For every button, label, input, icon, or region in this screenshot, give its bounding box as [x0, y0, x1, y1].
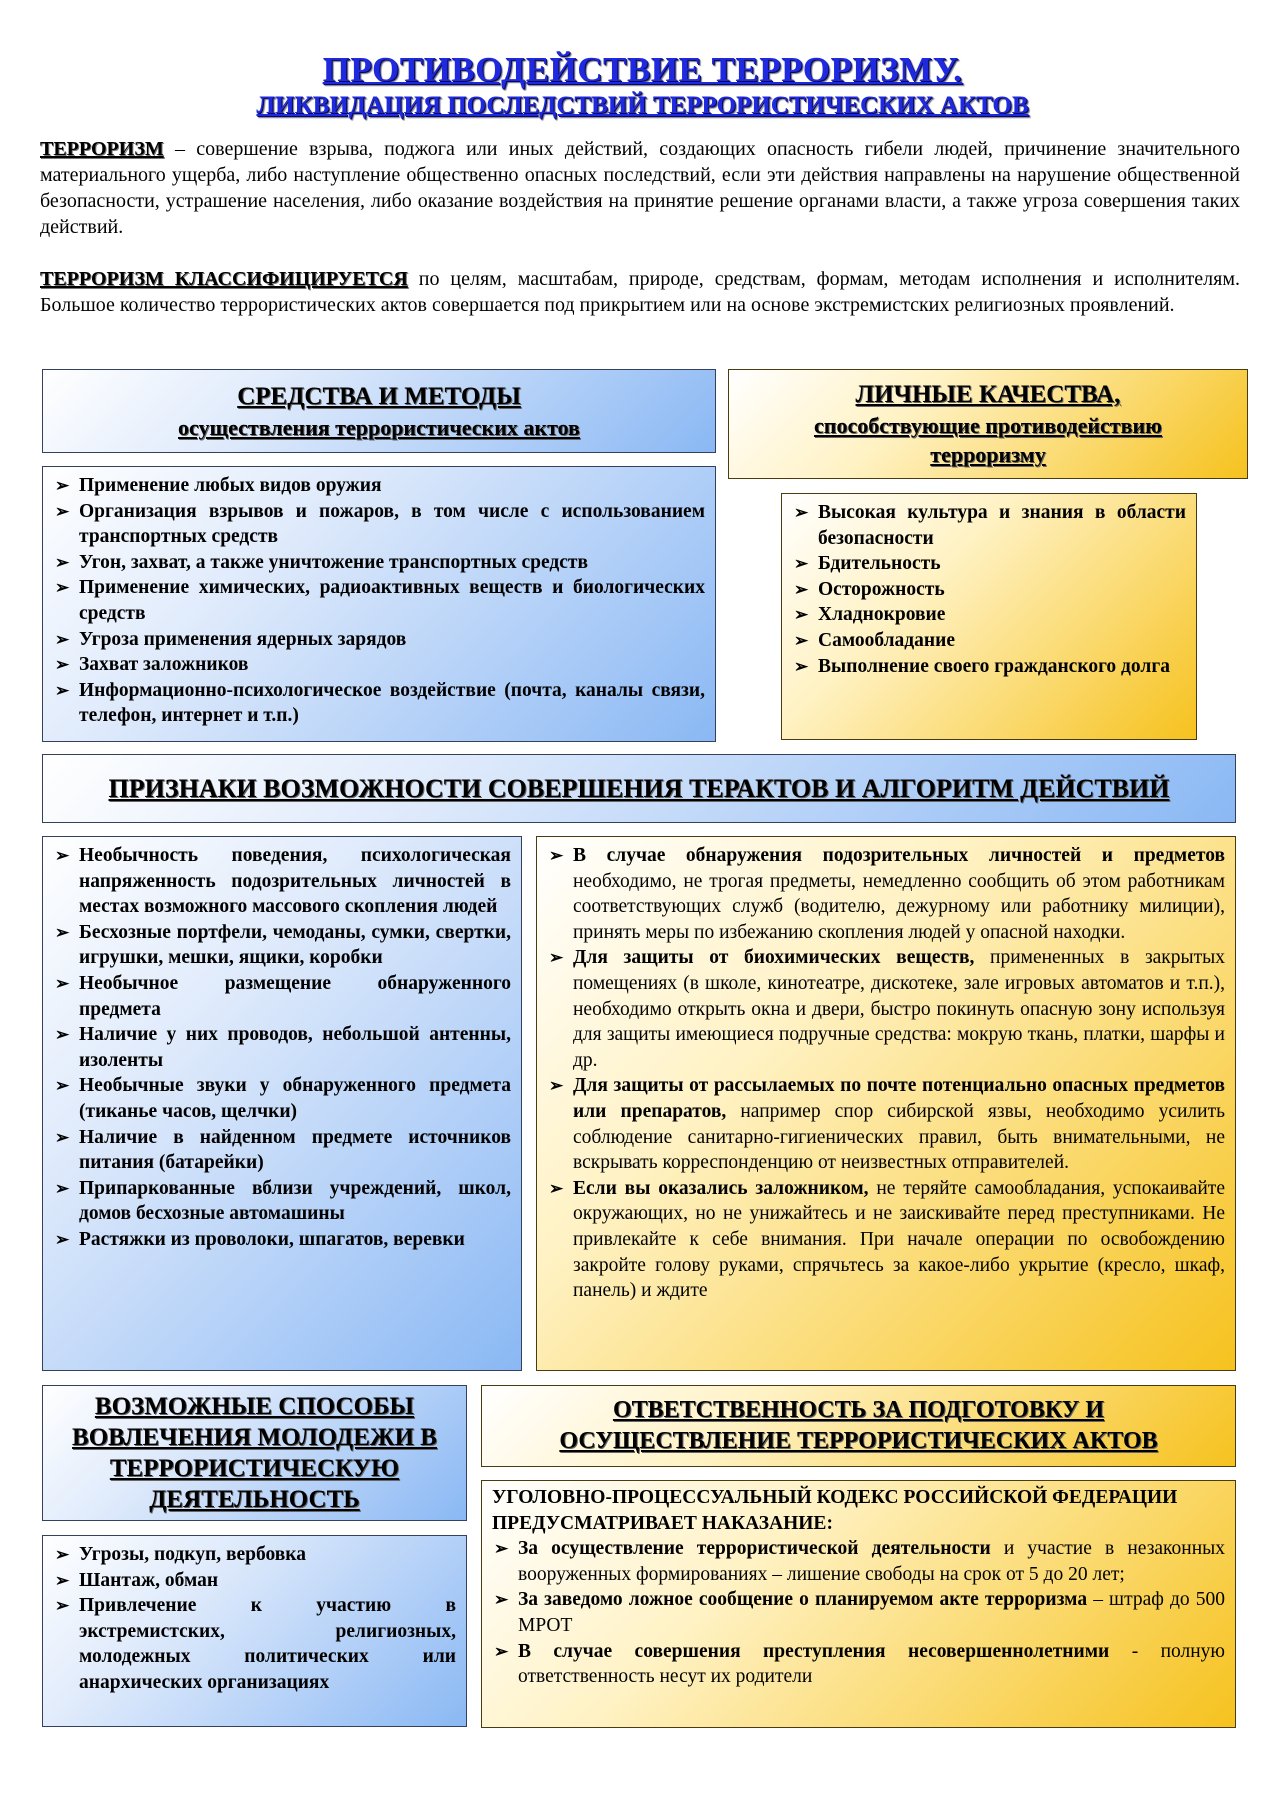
qualities-header	[728, 369, 1248, 479]
arrow-bullet-icon: ➢	[55, 922, 70, 942]
list-item-emphasis: За осуществление террористической деятельности	[518, 1538, 991, 1560]
list-item-text: Угон, захват, а также уничтожение транспортных средств	[79, 551, 589, 573]
classification-term: ТЕРРОРИЗМ КЛАССИФИЦИРУЕТСЯ	[40, 268, 408, 290]
list-item	[53, 1568, 456, 1594]
arrow-bullet-icon: ➢	[549, 1076, 564, 1096]
means-subtitle: осуществления террористических актов	[178, 414, 580, 440]
list-item-emphasis: Для защиты от рассылаемых по почте потенциально опасных предметов или препаратов,	[573, 1075, 1225, 1122]
list-item	[53, 971, 511, 1022]
means-list	[43, 467, 715, 729]
page-subtitle: ЛИКВИДАЦИЯ ПОСЛЕДСТВИЙ ТЕРРОРИСТИЧЕСКИХ АКТОВ	[256, 92, 1029, 119]
list-item-text: Необычность поведения, психологическая напряженность подозрительных личностей в местах возможного массового скопления людей	[79, 845, 511, 918]
youth-header	[42, 1385, 467, 1521]
qualities-panel	[781, 493, 1197, 740]
page-title: ПРОТИВОДЕЙСТВИЕ ТЕРРОРИЗМУ.	[322, 50, 963, 89]
list-item-text: Бдительность	[818, 553, 941, 575]
signs-header	[42, 754, 1236, 823]
arrow-bullet-icon: ➢	[55, 1229, 70, 1249]
youth-panel	[42, 1535, 467, 1727]
liability-title: ОТВЕТСТВЕННОСТЬ ЗА ПОДГОТОВКУ И ОСУЩЕСТВЛЕНИЕ ТЕРРОРИСТИЧЕСКИХ АКТОВ	[559, 1397, 1158, 1454]
arrow-bullet-icon: ➢	[794, 579, 809, 599]
list-item	[547, 1176, 1225, 1304]
list-item-text: Необычное размещение обнаруженного предмета	[79, 972, 511, 1020]
qualities-subtitle-2: терроризму	[930, 442, 1046, 467]
list-item	[53, 499, 705, 550]
list-item-text: Шантаж, обман	[79, 1569, 219, 1591]
list-item	[53, 1542, 456, 1568]
youth-title: ВОЗМОЖНЫЕ СПОСОБЫ ВОВЛЕЧЕНИЯ МОЛОДЕЖИ В ТЕРРОРИСТИЧЕСКУЮ ДЕЯТЕЛЬНОСТЬ	[72, 1393, 437, 1513]
list-item-text: примененных в закрытых помещениях (в школе, кинотеатре, дискотеке, зале игровых автоматов и т.п.), необходимо открыть окна и двери, быстро покинуть опасную зону используя для защиты имеющиеся подручные средства: мокрую ткань, платки, шарфы и др.	[573, 947, 1225, 1071]
list-item-text: Растяжки из проволоки, шпагатов, веревки	[79, 1228, 465, 1250]
list-item-text: Привлечение к участию в экстремистских, религиозных, молодежных политических или анархических организациях	[79, 1595, 456, 1693]
list-item	[53, 1593, 456, 1695]
list-item-text: например спор сибирской язвы, необходимо усилить соблюдение санитарно-гигиенических правил, быть внимательными, не вскрывать корреспонденцию от неизвестных отправителей.	[573, 1100, 1225, 1174]
youth-list	[43, 1536, 466, 1696]
qualities-subtitle-1: способствующие противодействию	[814, 413, 1162, 438]
arrow-bullet-icon: ➢	[55, 1127, 70, 1147]
list-item-emphasis: В случае обнаружения подозрительных личностей и предметов	[573, 845, 1225, 866]
means-title: СРЕДСТВА И МЕТОДЫ	[237, 382, 521, 410]
list-item-emphasis: За заведомо ложное сообщение о планируемом акте терроризма	[518, 1589, 1088, 1611]
list-item-text: Наличие у них проводов, небольшой антенны, изоленты	[79, 1024, 511, 1071]
list-item-emphasis: Если вы оказались заложником,	[573, 1177, 869, 1199]
list-item	[492, 1536, 1225, 1587]
list-item	[492, 1639, 1225, 1690]
list-item	[53, 627, 705, 653]
list-item-text: Хладнокровие	[818, 604, 946, 626]
list-item-text: Применение любых видов оружия	[79, 475, 382, 496]
list-item	[53, 920, 511, 971]
arrow-bullet-icon: ➢	[794, 554, 809, 574]
list-item	[792, 602, 1186, 628]
arrow-bullet-icon: ➢	[494, 1539, 509, 1559]
list-item-emphasis: Для защиты от биохимических веществ,	[573, 947, 975, 969]
arrow-bullet-icon: ➢	[55, 1570, 70, 1590]
arrow-bullet-icon: ➢	[55, 1596, 70, 1616]
arrow-bullet-icon: ➢	[494, 1590, 509, 1610]
list-item-emphasis: В случае совершения преступления несовершеннолетними	[518, 1640, 1110, 1662]
list-item-text: - полную ответственность несут их родители	[518, 1640, 1225, 1688]
arrow-bullet-icon: ➢	[549, 846, 564, 865]
list-item-text: Осторожность	[818, 578, 945, 600]
arrow-bullet-icon: ➢	[55, 655, 70, 675]
arrow-bullet-icon: ➢	[794, 656, 809, 676]
list-item-text: Бесхозные портфели, чемоданы, сумки, свертки, игрушки, мешки, ящики, коробки	[79, 921, 511, 969]
arrow-bullet-icon: ➢	[794, 630, 809, 650]
list-item-text: не теряйте самообладания, успокаивайте окружающих, но не унижайтесь и не заискивайте перед преступниками. Не привлекайте к себе внимания. При начале операции по освобождению закройте голову руками, спрячьтесь за какое-либо укрытие (кресло, шкаф, панель) и ждите	[573, 1177, 1225, 1302]
arrow-bullet-icon: ➢	[549, 948, 564, 968]
qualities-list	[782, 494, 1196, 679]
list-item-text: Необычные звуки у обнаруженного предмета (тиканье часов, щелчки)	[79, 1075, 511, 1122]
list-item	[492, 1587, 1225, 1638]
list-item	[792, 654, 1186, 680]
liability-list	[482, 1536, 1235, 1690]
classification-text: по целям, масштабам, природе, средствам, формам, методам исполнения и исполнителям. Большое количество террористических актов совершается под прикрытием или на основе экстремистских религиозных проявлений.	[40, 268, 1241, 316]
list-item	[53, 1227, 511, 1253]
arrow-bullet-icon: ➢	[55, 629, 70, 649]
list-item-text: Самообладание	[818, 629, 956, 651]
actions-panel	[536, 836, 1236, 1371]
actions-list	[537, 837, 1235, 1304]
arrow-bullet-icon: ➢	[55, 578, 70, 598]
arrow-bullet-icon: ➢	[55, 1076, 70, 1096]
list-item-text: Информационно-психологическое воздействие (почта, каналы связи, телефон, интернет и т.п.)	[79, 679, 705, 727]
list-item-text: Наличие в найденном предмете источников питания (батарейки)	[79, 1126, 511, 1174]
list-item	[792, 628, 1186, 654]
definition-term: ТЕРРОРИЗМ	[40, 138, 164, 160]
list-item	[53, 678, 705, 729]
list-item-text: необходимо, не трогая предметы, немедленно сообщить об этом работникам соответствующих служб (водителю, дежурному или работнику милиции), принять меры по избежанию скопления людей у опасной находки.	[573, 870, 1225, 943]
list-item-text: Припаркованные вблизи учреждений, школ, домов бесхозные автомашины	[79, 1177, 511, 1225]
list-item-text: – штраф до 500 МРОТ	[518, 1589, 1225, 1636]
list-item-text: Угроза применения ядерных зарядов	[79, 628, 407, 650]
list-item-text: Выполнение своего гражданского долга	[818, 655, 1170, 677]
signs-panel	[42, 836, 522, 1371]
liability-header	[481, 1385, 1236, 1467]
list-item	[53, 1073, 511, 1124]
arrow-bullet-icon: ➢	[55, 973, 70, 993]
list-item	[53, 1022, 511, 1073]
list-item	[547, 843, 1225, 945]
list-item	[53, 843, 511, 920]
arrow-bullet-icon: ➢	[549, 1178, 564, 1198]
list-item-text: и участие в незаконных вооруженных формированиях – лишение свободы на срок от 5 до 20 лет;	[518, 1538, 1226, 1585]
arrow-bullet-icon: ➢	[55, 1178, 70, 1198]
means-header	[42, 369, 716, 453]
arrow-bullet-icon: ➢	[55, 846, 70, 865]
arrow-bullet-icon: ➢	[55, 1025, 70, 1045]
arrow-bullet-icon: ➢	[55, 501, 70, 521]
definition-text: – совершение взрыва, поджога или иных действий, создающих опасность гибели людей, причинение значительного материального ущерба, либо наступление общественно опасных последствий, если эти действия направлены на нарушение общественной безопасности, устрашение населения, либо оказание воздействия на принятие решение органами власти, а также угроза совершения таких действий.	[40, 138, 1240, 238]
terrorism-definition	[40, 136, 1240, 240]
arrow-bullet-icon: ➢	[55, 476, 70, 495]
arrow-bullet-icon: ➢	[794, 503, 809, 522]
list-item	[53, 575, 705, 626]
arrow-bullet-icon: ➢	[794, 605, 809, 625]
list-item	[53, 1125, 511, 1176]
list-item	[53, 473, 705, 499]
list-item	[53, 652, 705, 678]
list-item-text: Применение химических, радиоактивных веществ и биологических средств	[79, 577, 705, 624]
liability-panel	[481, 1480, 1236, 1728]
terrorism-classification	[40, 266, 1240, 318]
list-item-text: Высокая культура и знания в области безопасности	[818, 502, 1186, 549]
means-panel	[42, 466, 716, 742]
arrow-bullet-icon: ➢	[55, 680, 70, 700]
list-item	[792, 551, 1186, 577]
list-item	[792, 500, 1186, 551]
signs-title: ПРИЗНАКИ ВОЗМОЖНОСТИ СОВЕРШЕНИЯ ТЕРАКТОВ И АЛГОРИТМ ДЕЙСТВИЙ	[108, 773, 1170, 803]
signs-list	[43, 837, 521, 1253]
list-item-text: Захват заложников	[79, 654, 249, 676]
arrow-bullet-icon: ➢	[55, 1545, 70, 1564]
list-item-text: Угрозы, подкуп, вербовка	[79, 1544, 306, 1565]
list-item	[53, 1176, 511, 1227]
liability-intro: УГОЛОВНО-ПРОЦЕССУАЛЬНЫЙ КОДЕКС РОССИЙСКОЙ ФЕДЕРАЦИИ ПРЕДУСМАТРИВАЕТ НАКАЗАНИЕ:	[492, 1487, 1178, 1534]
list-item	[547, 945, 1225, 1073]
qualities-title: ЛИЧНЫЕ КАЧЕСТВА,	[855, 381, 1121, 408]
list-item	[792, 577, 1186, 603]
list-item	[547, 1073, 1225, 1175]
arrow-bullet-icon: ➢	[55, 552, 70, 572]
list-item	[53, 550, 705, 576]
arrow-bullet-icon: ➢	[494, 1641, 509, 1661]
list-item-text: Организация взрывов и пожаров, в том числе с использованием транспортных средств	[79, 500, 705, 548]
